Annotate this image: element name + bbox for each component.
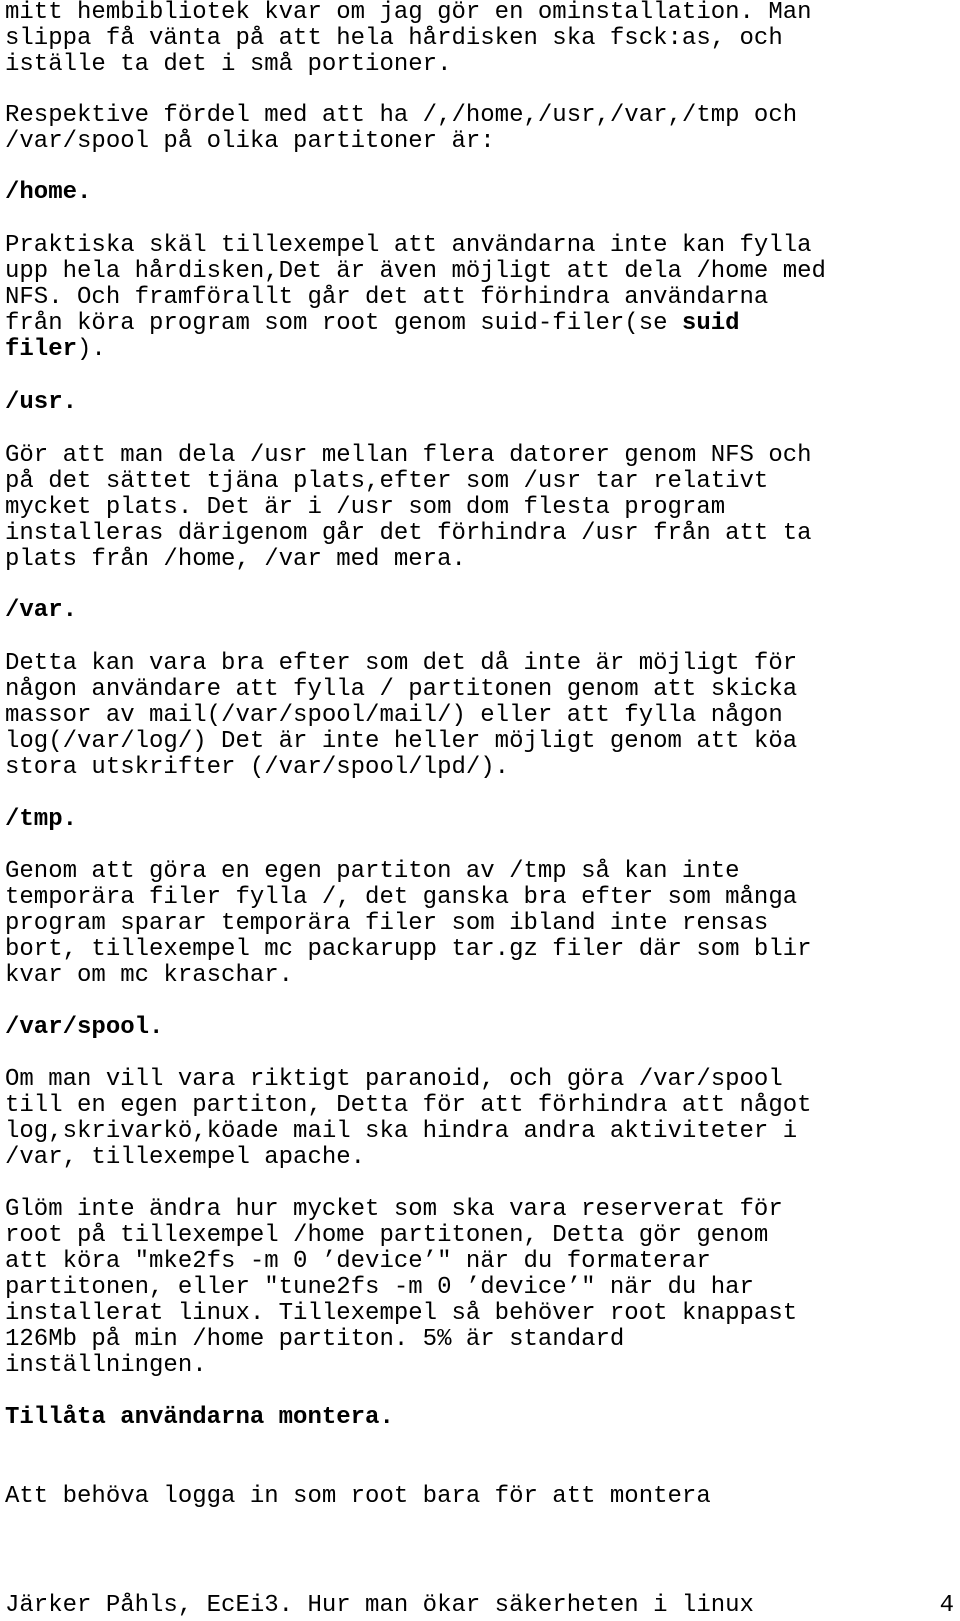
home-line-2: upp hela hårdisken,Det är även möjligt att dela /home med <box>5 258 826 285</box>
usr-line-2: på det sättet tjäna plats,efter som /usr tar relativt <box>5 468 769 495</box>
tmp-line-1: Genom att göra en egen partiton av /tmp så kan inte <box>5 858 740 885</box>
tmp-heading: /tmp. <box>5 806 78 833</box>
usr-line-4: installeras därigenom går det förhindra /usr från att ta <box>5 520 812 547</box>
home-line-4 <box>5 311 740 337</box>
var-line-3: massor av mail(/var/spool/mail/) eller att fylla någon <box>5 702 783 729</box>
usr-line-3: mycket plats. Det är i /usr som dom flesta program <box>5 494 726 521</box>
spool-line-3: log,skrivarkö,köade mail ska hindra andra aktiviteter i <box>5 1118 798 1145</box>
usr-heading: /usr. <box>5 389 78 416</box>
home-line-1: Praktiska skäl tillexempel att användarna inte kan fylla <box>5 232 812 259</box>
spool-line-4: /var, tillexempel apache. <box>5 1144 366 1171</box>
page-number: 4 <box>939 1592 954 1619</box>
reserve-line-4: partitonen, eller "tune2fs -m 0 ’device’" när du har <box>5 1274 754 1301</box>
filer-ref: filer <box>5 336 78 363</box>
home-ref-end: ). <box>77 336 106 363</box>
var-line-2: någon användare att fylla / partitonen genom att skicka <box>5 676 798 703</box>
home-line-3: NFS. Och framförallt går det att förhindra användarna <box>5 284 769 311</box>
tmp-line-3: program sparar temporära filer som ibland inte rensas <box>5 910 769 937</box>
reserve-line-1: Glöm inte ändra hur mycket som ska vara reserverat för <box>5 1196 783 1223</box>
reserve-line-7: inställningen. <box>5 1352 207 1379</box>
tmp-line-4: bort, tillexempel mc packarupp tar.gz filer där som blir <box>5 936 812 963</box>
reserve-line-2: root på tillexempel /home partitonen, Detta gör genom <box>5 1222 769 1249</box>
advantages-line-1: Respektive fördel med att ha /,/home,/usr,/var,/tmp och <box>5 102 798 129</box>
var-line-4: log(/var/log/) Det är inte heller möjligt genom att köa <box>5 728 798 755</box>
var-line-1: Detta kan vara bra efter som det då inte är möjligt för <box>5 650 798 677</box>
var-line-5: stora utskrifter (/var/spool/lpd/). <box>5 754 510 781</box>
tmp-line-2: temporära filer fylla /, det ganska bra efter som många <box>5 884 798 911</box>
reserve-line-3: att köra "mke2fs -m 0 ’device’" när du formaterar <box>5 1248 711 1275</box>
intro-line-3: iställe ta det i små portioner. <box>5 51 452 78</box>
reserve-line-6: 126Mb på min /home partiton. 5% är standard <box>5 1326 625 1353</box>
spool-line-2: till en egen partiton, Detta för att förhindra att något <box>5 1092 812 1119</box>
spool-line-1: Om man vill vara riktigt paranoid, och göra /var/spool <box>5 1066 783 1093</box>
home-line-4-text: från köra program som root genom suid-filer(se <box>5 310 682 337</box>
intro-line-1: mitt hembibliotek kvar om jag gör en ominstallation. Man <box>5 0 812 26</box>
home-line-5 <box>5 337 106 363</box>
home-heading: /home. <box>5 179 92 206</box>
var-heading: /var. <box>5 597 78 624</box>
intro-line-2: slippa få vänta på att hela hårdisken ska fsck:as, och <box>5 25 783 52</box>
page-footer: Järker Påhls, EcEi3. Hur man ökar säkerheten i linux <box>5 1592 754 1619</box>
mount-line-1: Att behöva logga in som root bara för att montera <box>5 1483 711 1510</box>
usr-line-5: plats från /home, /var med mera. <box>5 546 466 573</box>
tmp-line-5: kvar om mc kraschar. <box>5 962 294 989</box>
mount-heading: Tillåta användarna montera. <box>5 1404 394 1431</box>
spool-heading: /var/spool. <box>5 1014 164 1041</box>
usr-line-1: Gör att man dela /usr mellan flera datorer genom NFS och <box>5 442 812 469</box>
reserve-line-5: installerat linux. Tillexempel så behöver root knappast <box>5 1300 798 1327</box>
suid-ref: suid <box>681 310 740 337</box>
advantages-line-2: /var/spool på olika partitoner är: <box>5 128 495 155</box>
